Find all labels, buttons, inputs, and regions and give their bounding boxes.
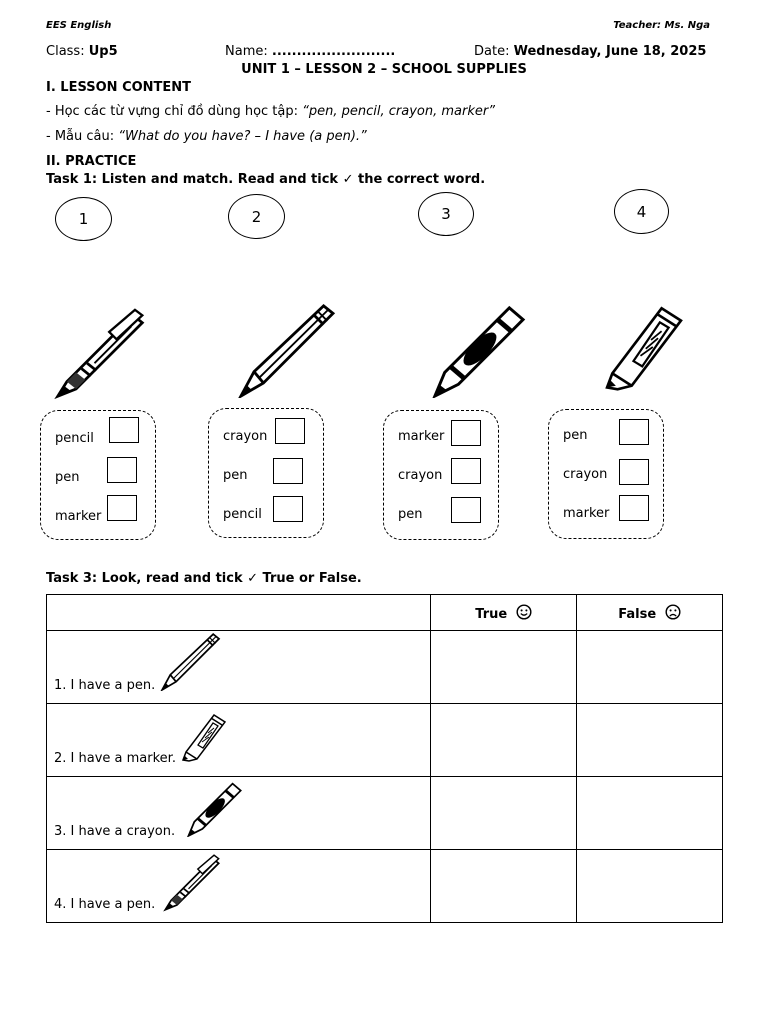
option-label: pencil bbox=[223, 507, 262, 522]
table-row bbox=[47, 777, 723, 850]
option-label: crayon bbox=[223, 429, 268, 444]
false-cell[interactable] bbox=[577, 704, 723, 777]
tick-box[interactable] bbox=[107, 457, 137, 483]
name-label: Name: bbox=[225, 44, 272, 59]
task3-heading: Task 3: Look, read and tick ✓ True or False. bbox=[46, 571, 362, 586]
tick-box[interactable] bbox=[451, 458, 481, 484]
date-value: Wednesday, June 18, 2025 bbox=[513, 44, 707, 59]
unit-title: UNIT 1 – LESSON 2 – SCHOOL SUPPLIES bbox=[241, 62, 527, 77]
option-label: pen bbox=[223, 468, 248, 483]
name-field bbox=[225, 44, 395, 59]
false-cell[interactable] bbox=[577, 631, 723, 704]
table-row bbox=[47, 704, 723, 777]
statement-text: 3. I have a crayon. bbox=[54, 824, 176, 839]
lesson-heading: I. LESSON CONTENT bbox=[46, 80, 192, 95]
option-label: crayon bbox=[563, 467, 608, 482]
number-circle-2: 2 bbox=[228, 194, 285, 239]
option-label: pen bbox=[563, 428, 588, 443]
class-field bbox=[46, 44, 118, 59]
true-cell[interactable] bbox=[431, 777, 577, 850]
pattern-line bbox=[46, 129, 367, 144]
number-circle-4: 4 bbox=[614, 189, 669, 234]
teacher-name: Teacher: Ms. Nga bbox=[613, 20, 710, 31]
true-label: True bbox=[475, 606, 508, 622]
number-circle-1: 1 bbox=[55, 197, 112, 241]
option-label: pen bbox=[55, 470, 80, 485]
header-blank-cell bbox=[47, 595, 431, 631]
pattern-text: “What do you have? – I have (a pen).” bbox=[118, 129, 367, 144]
vocab-prefix: - Học các từ vựng chỉ đồ dùng học tập: bbox=[46, 104, 303, 119]
true-cell[interactable] bbox=[431, 850, 577, 923]
statement-cell bbox=[47, 777, 431, 850]
option-label: marker bbox=[398, 429, 445, 444]
true-cell[interactable] bbox=[431, 704, 577, 777]
tick-box[interactable] bbox=[273, 496, 303, 522]
table-row bbox=[47, 631, 723, 704]
date-label: Date: bbox=[474, 44, 514, 59]
option-group-4 bbox=[548, 409, 664, 539]
class-label: Class: bbox=[46, 44, 89, 59]
task1-heading: Task 1: Listen and match. Read and tick ✓ the correct word. bbox=[46, 172, 486, 187]
option-group-2 bbox=[208, 408, 324, 538]
statement-text: 4. I have a pen. bbox=[54, 897, 156, 912]
tick-box[interactable] bbox=[619, 419, 649, 445]
statement-text: 1. I have a pen. bbox=[54, 678, 156, 693]
class-value: Up5 bbox=[88, 44, 118, 59]
pen-icon bbox=[50, 308, 150, 400]
option-label: marker bbox=[55, 509, 102, 524]
practice-heading: II. PRACTICE bbox=[46, 154, 137, 169]
statement-text: 2. I have a marker. bbox=[54, 751, 176, 766]
tick-box[interactable] bbox=[619, 459, 649, 485]
marker-icon bbox=[179, 708, 229, 766]
school-name: EES English bbox=[46, 20, 112, 31]
tick-box[interactable] bbox=[619, 495, 649, 521]
option-label: crayon bbox=[398, 468, 443, 483]
pen-icon bbox=[159, 854, 225, 912]
table-row bbox=[47, 850, 723, 923]
false-cell[interactable] bbox=[577, 777, 723, 850]
option-label: marker bbox=[563, 506, 610, 521]
number-circle-3: 3 bbox=[418, 192, 474, 236]
tick-box[interactable] bbox=[451, 497, 481, 523]
true-false-table bbox=[46, 594, 723, 923]
tick-box[interactable] bbox=[275, 418, 305, 444]
true-cell[interactable] bbox=[431, 631, 577, 704]
option-label: pencil bbox=[55, 431, 94, 446]
header-false bbox=[577, 595, 723, 631]
statement-cell bbox=[47, 704, 431, 777]
tick-box[interactable] bbox=[107, 495, 137, 521]
sad-face-icon bbox=[665, 604, 681, 620]
crayon-icon bbox=[183, 779, 245, 837]
pencil-icon bbox=[232, 304, 340, 398]
name-value: ......................... bbox=[271, 44, 396, 59]
false-cell[interactable] bbox=[577, 850, 723, 923]
vocab-line bbox=[46, 104, 495, 119]
statement-cell bbox=[47, 631, 431, 704]
tick-box[interactable] bbox=[109, 417, 139, 443]
vocab-words: “pen, pencil, crayon, marker” bbox=[302, 104, 495, 119]
option-label: pen bbox=[398, 507, 423, 522]
option-group-3 bbox=[383, 410, 499, 540]
false-label: False bbox=[618, 606, 657, 622]
marker-icon bbox=[600, 298, 688, 396]
pencil-icon bbox=[157, 633, 223, 691]
option-group-1 bbox=[40, 410, 156, 540]
header-true bbox=[431, 595, 577, 631]
crayon-icon bbox=[425, 300, 531, 398]
tick-box[interactable] bbox=[451, 420, 481, 446]
date-field bbox=[474, 44, 706, 59]
statement-cell bbox=[47, 850, 431, 923]
pattern-prefix: - Mẫu câu: bbox=[46, 129, 119, 144]
smiley-face-icon bbox=[516, 604, 532, 620]
tick-box[interactable] bbox=[273, 458, 303, 484]
